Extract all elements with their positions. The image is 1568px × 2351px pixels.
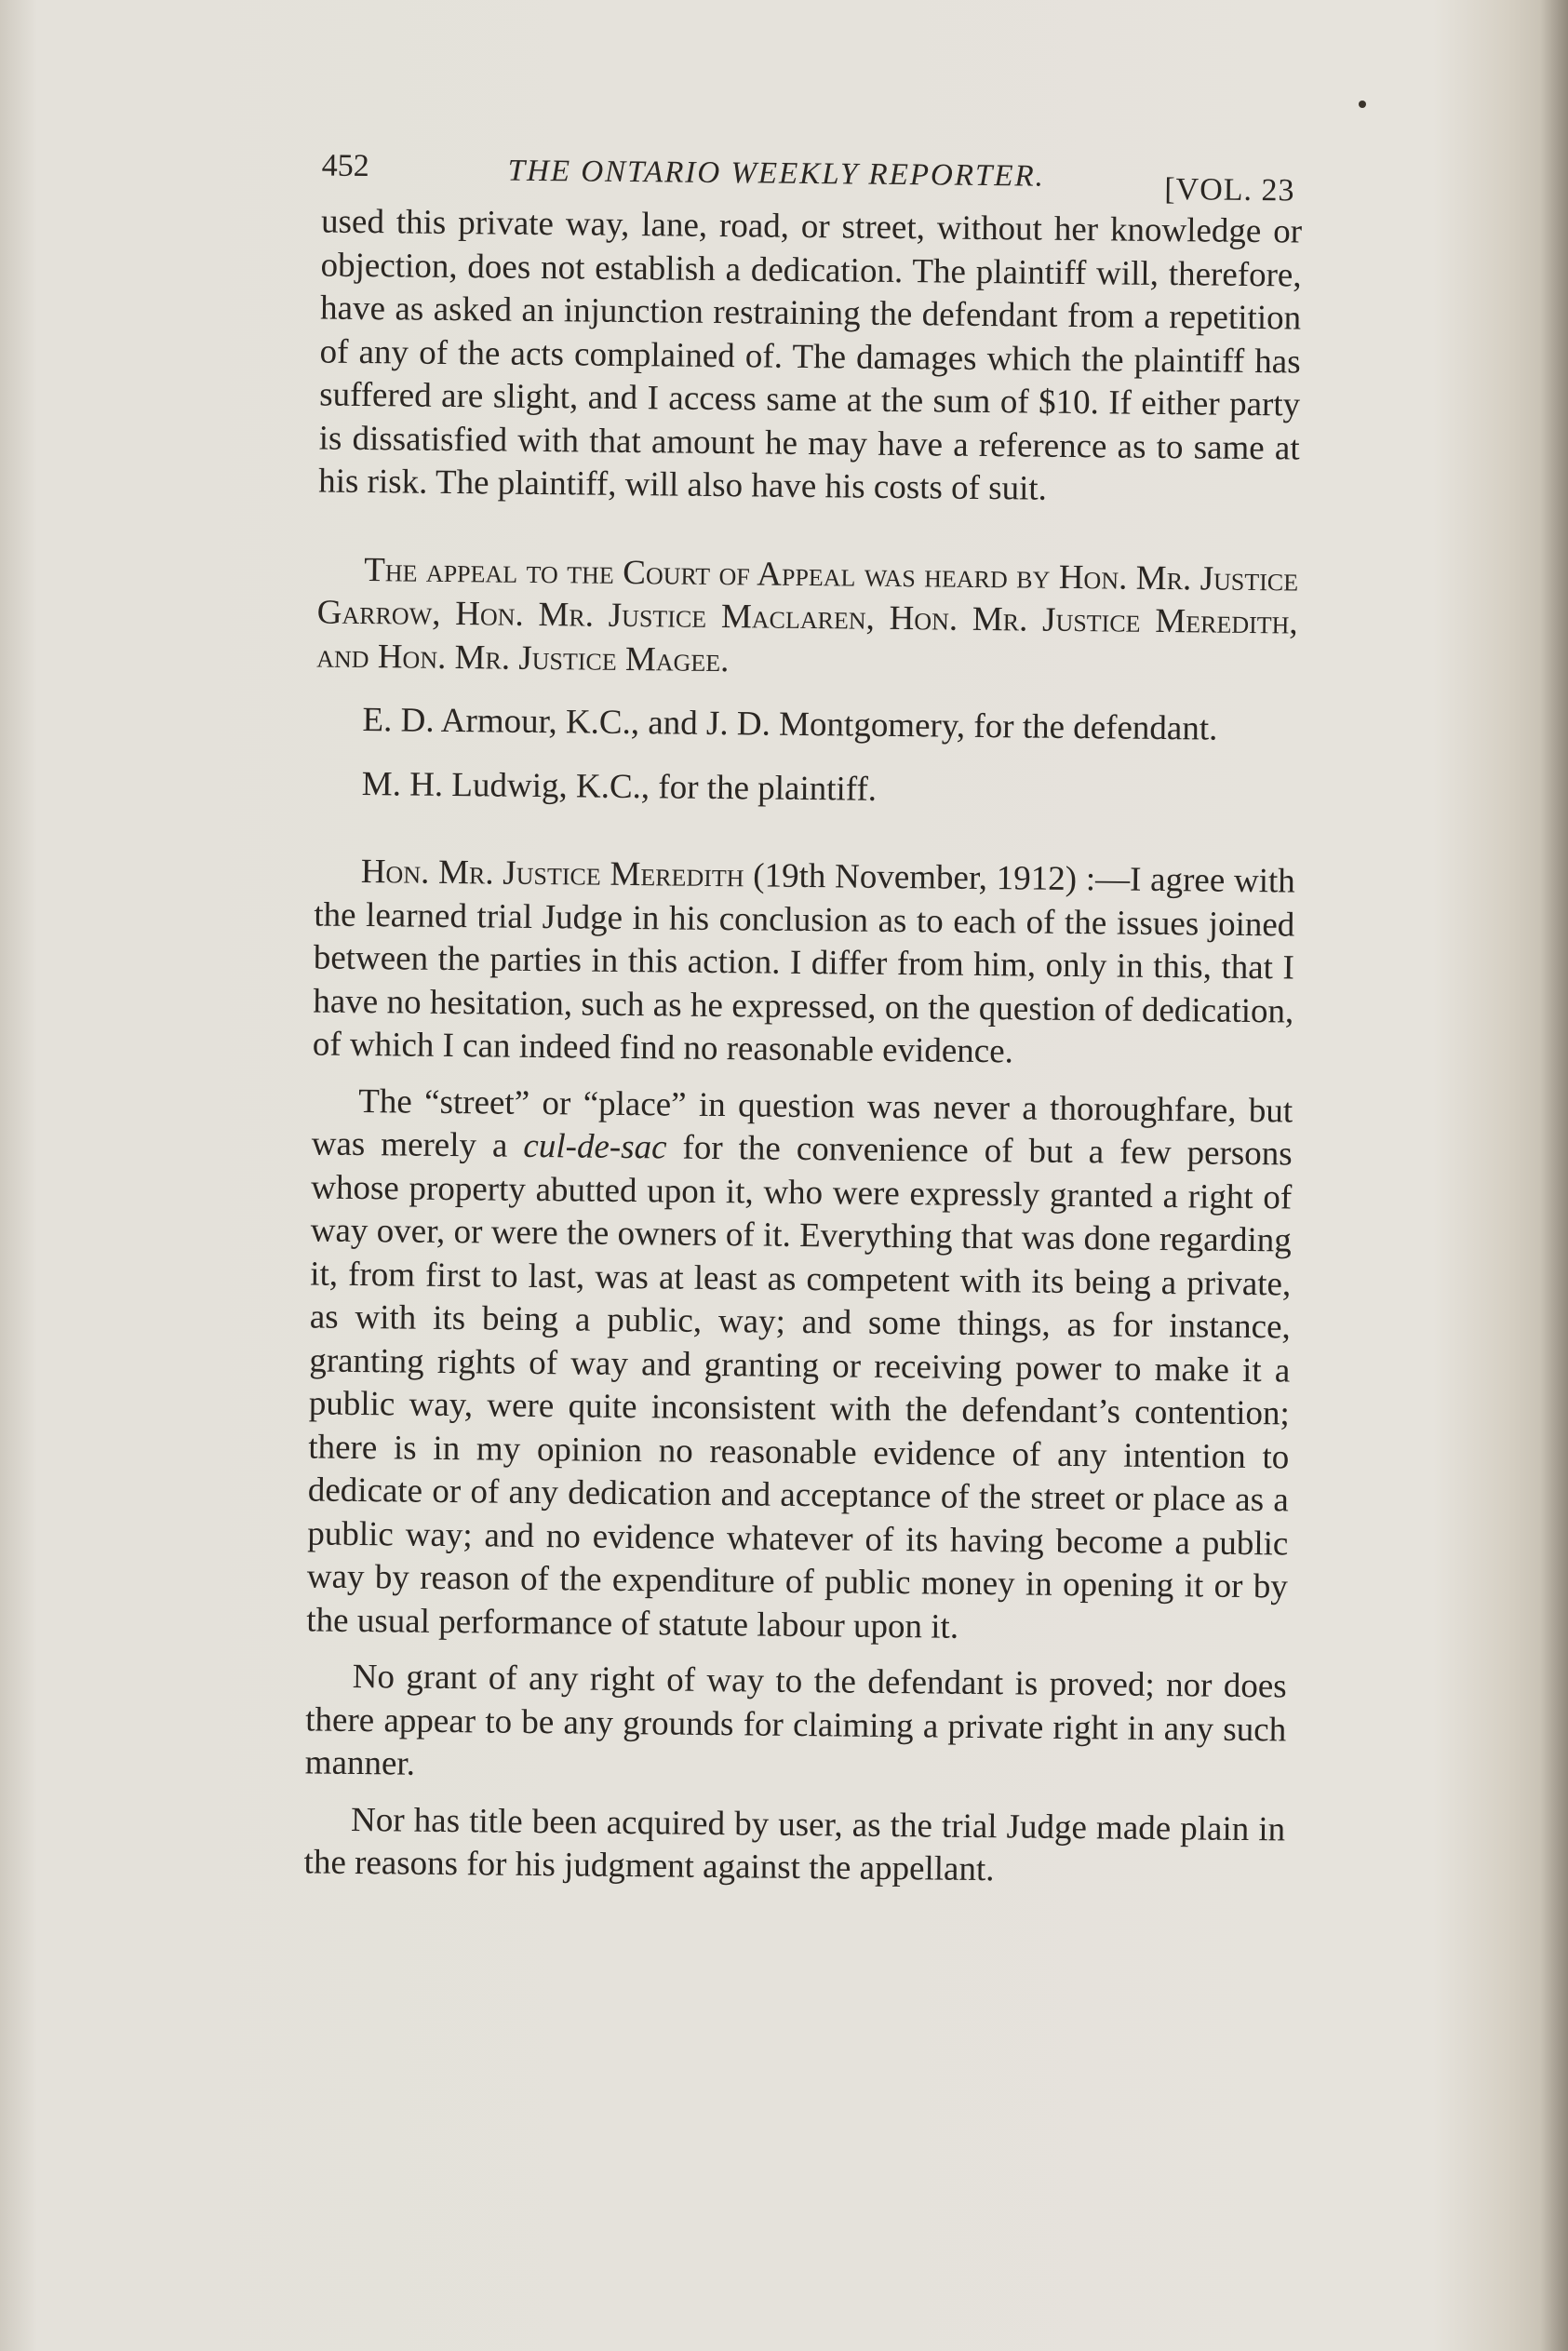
page-number: 452 <box>321 148 369 184</box>
ink-speck <box>1359 101 1366 108</box>
paragraph-judgment-end: used this private way, lane, road, or street, without her knowledge or objection, does not establish a dedication. The plaintiff will, therefore, have as asked an injunction restraining the defendant from a repetition of any of the acts complained of. The damages which the plaintiff has suffered are slight, and I access same at the sum of $10. If either party is dissatisfied with that amount he may have a reference as to same at his risk. The plaintiff, will also have his costs of suit. <box>317 202 1303 508</box>
speaker-name: Hon. Mr. Justice Meredith <box>360 853 744 895</box>
paragraph-no-grant: No grant of any right of way to the defendant is proved; nor does there appear to be any grounds for claiming a private right in any such manner. <box>304 1657 1287 1783</box>
page-edge-shadow <box>1540 0 1568 2351</box>
page-content <box>257 144 1303 1895</box>
bench-names: The appeal to the Court of Appeal was heard by Hon. Mr. Justice Garrow, Hon. Mr. Justice Maclaren, Hon. Mr. Justice Meredith, and Hon. Mr. Justice Magee. <box>316 550 1299 679</box>
running-header <box>275 144 1303 211</box>
paragraph-counsel-defendant: E. D. Armour, K.C., and J. D. Montgomery, for the defendant. <box>362 701 1218 748</box>
running-title: THE ONTARIO WEEKLY REPORTER. <box>507 154 1046 194</box>
body-text <box>257 200 1302 1895</box>
opinion-text: (19th November, 1912) :—I agree with the learned trial Judge in his conclusion as to each of the issues joined between the parties in this action. I differ from him, only in this, that I have no hesitation, such as he expressed, on the question of dedication, of which I can indeed find no reasonable evidence. <box>312 856 1295 1071</box>
paragraph-counsel-plaintiff: M. H. Ludwig, K.C., for the plaintiff. <box>361 764 878 809</box>
paragraph-appeal-bench <box>316 548 1298 689</box>
street-text-b: for the convenience of but a few persons whose property abutted upon it, who were expressly granted a right of way over, or were the owners of it. Everything that was done regarding it, from first to last, was at least as competent with its being a private, as with its being a public, way; and some things, as for instance, granting rights of way and granting or receiving power to make it a public way, were quite inconsistent with the defendant’s contention; there is in my opinion no reasonable evidence of any intention to dedicate or of any dedication and acceptance of the street or place as a public way; and no evidence whatever of its having become a public way by reason of the expenditure of public money in opening it or by the usual performance of statute labour upon it. <box>306 1128 1293 1646</box>
street-text-a: The “street” or “place” in question was never a thoroughfare, but was merely a <box>311 1081 1293 1165</box>
volume-label: [VOL. 23 <box>1164 172 1295 208</box>
paragraph-street-place <box>306 1080 1293 1653</box>
italic-term: cul-de-sac <box>523 1126 667 1167</box>
paragraph-meredith-opinion <box>313 850 1295 1077</box>
paragraph-title-user: Nor has title been acquired by user, as the trial Judge made plain in the reasons for his judgment against the appellant. <box>303 1800 1286 1889</box>
